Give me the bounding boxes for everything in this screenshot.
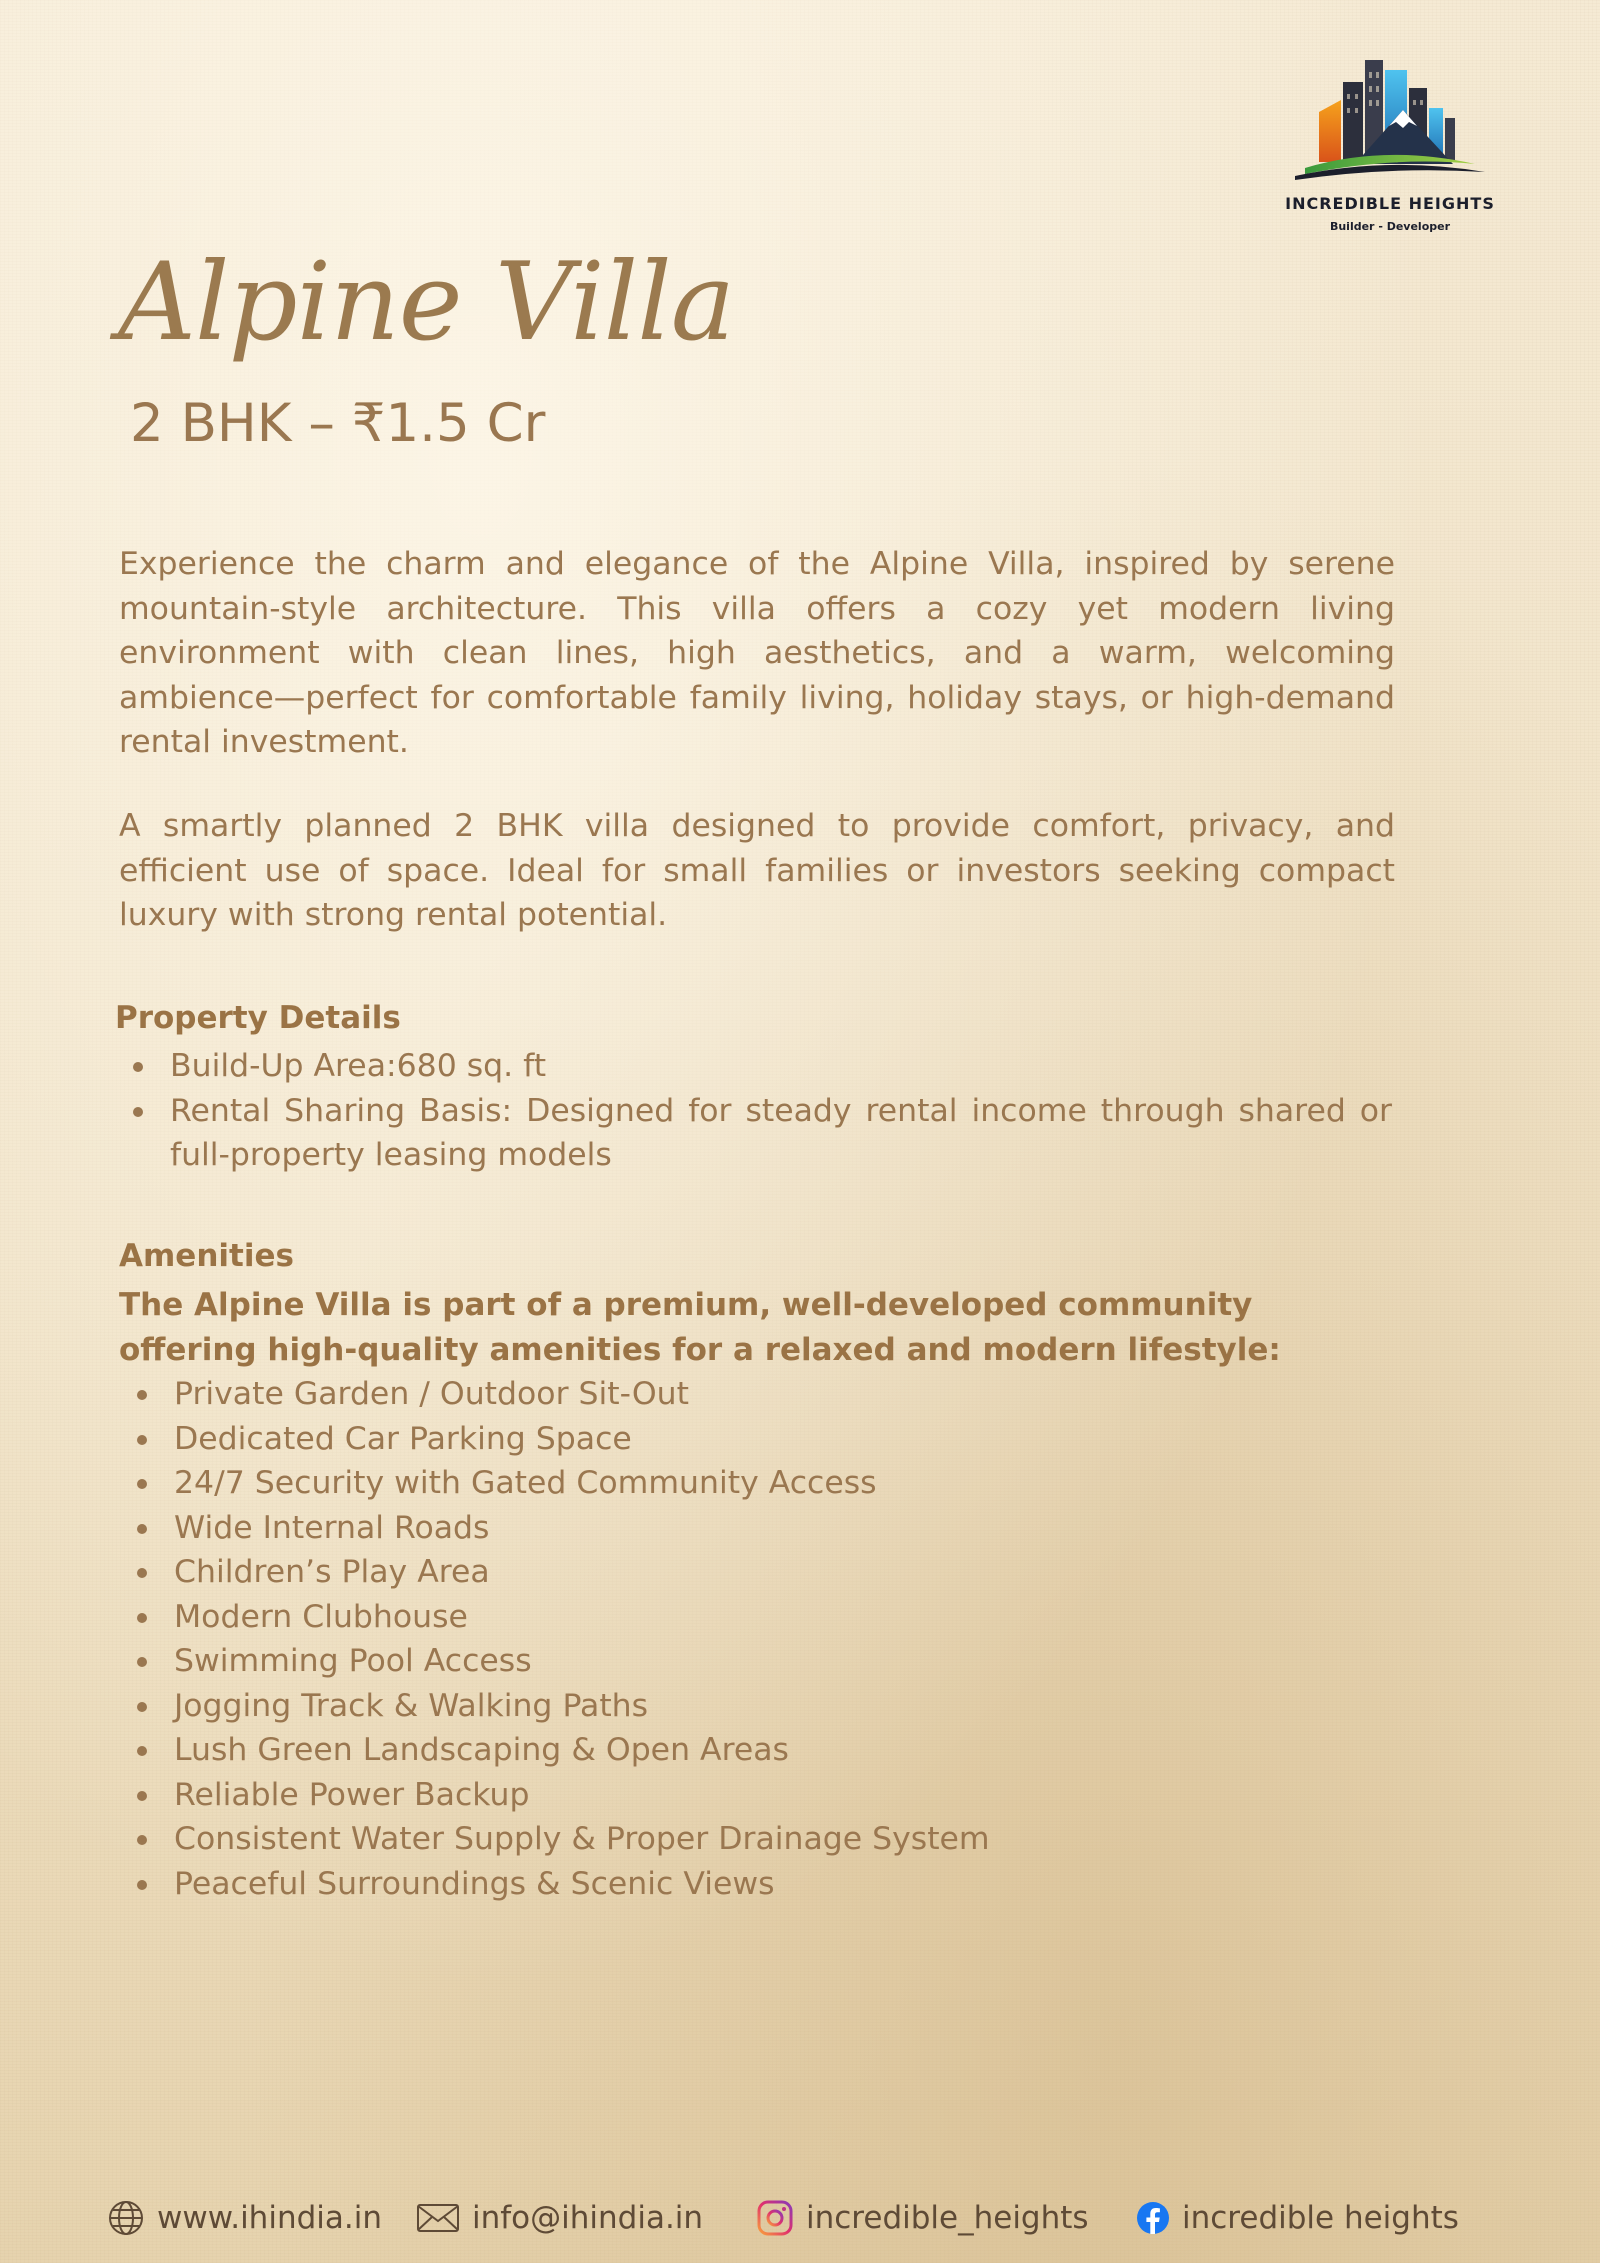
brand-name: INCREDIBLE HEIGHTS xyxy=(1285,194,1495,213)
facebook-icon xyxy=(1136,2201,1170,2235)
list-item: Jogging Track & Walking Paths xyxy=(174,1684,1374,1729)
property-details-heading: Property Details xyxy=(115,1000,401,1036)
facebook-link[interactable] xyxy=(1136,2196,1459,2240)
brand-logo xyxy=(1275,52,1505,242)
list-item: Consistent Water Supply & Proper Drainage System xyxy=(174,1817,1374,1862)
page-title: Alpine Villa xyxy=(118,240,735,365)
website-text: www.ihindia.in xyxy=(157,2200,382,2236)
property-details-list xyxy=(170,1044,1392,1178)
list-item: Rental Sharing Basis: Designed for steady rental income through shared or full-property leasing models xyxy=(170,1089,1392,1178)
amenities-heading: Amenities xyxy=(119,1238,294,1274)
summary-paragraph: A smartly planned 2 BHK villa designed to provide comfort, privacy, and efficient use of space. Ideal for small families or investors seeking compact luxury with strong rental potential. xyxy=(119,808,1395,933)
intro-paragraph: Experience the charm and elegance of the Alpine Villa, inspired by serene mountain-style architecture. This villa offers a cozy yet modern living environment with clean lines, high aesthetics, and a warm, welcoming ambience—perfect for comfortable family living, holiday stays, or high-demand rental investment. xyxy=(119,546,1395,760)
email-link[interactable] xyxy=(416,2196,703,2240)
list-item: Build-Up Area:680 sq. ft xyxy=(170,1044,1392,1089)
city-mountain-logo-icon xyxy=(1285,52,1495,192)
instagram-link[interactable] xyxy=(756,2196,1089,2240)
amenities-lead: The Alpine Villa is part of a premium, well-developed community offering high-quality amenities for a relaxed and modern lifestyle: xyxy=(119,1287,1281,1368)
instagram-icon xyxy=(756,2199,794,2237)
envelope-icon xyxy=(416,2202,460,2234)
instagram-text: incredible_heights xyxy=(806,2200,1089,2236)
email-text: info@ihindia.in xyxy=(472,2200,704,2236)
list-item: Modern Clubhouse xyxy=(174,1595,1374,1640)
facebook-text: incredible heights xyxy=(1182,2200,1459,2236)
list-item: Children’s Play Area xyxy=(174,1550,1374,1595)
list-item: Peaceful Surroundings & Scenic Views xyxy=(174,1862,1374,1907)
amenities-list xyxy=(174,1372,1374,1906)
price-subtitle: 2 BHK – ₹1.5 Cr xyxy=(130,393,546,454)
list-item: Reliable Power Backup xyxy=(174,1773,1374,1818)
website-link[interactable] xyxy=(107,2196,382,2240)
list-item: Dedicated Car Parking Space xyxy=(174,1417,1374,1462)
list-item: Wide Internal Roads xyxy=(174,1506,1374,1551)
globe-icon xyxy=(107,2199,145,2237)
list-item: Private Garden / Outdoor Sit-Out xyxy=(174,1372,1374,1417)
list-item: Swimming Pool Access xyxy=(174,1639,1374,1684)
list-item: 24/7 Security with Gated Community Access xyxy=(174,1461,1374,1506)
brand-tagline: Builder - Developer xyxy=(1329,220,1451,233)
list-item: Lush Green Landscaping & Open Areas xyxy=(174,1728,1374,1773)
